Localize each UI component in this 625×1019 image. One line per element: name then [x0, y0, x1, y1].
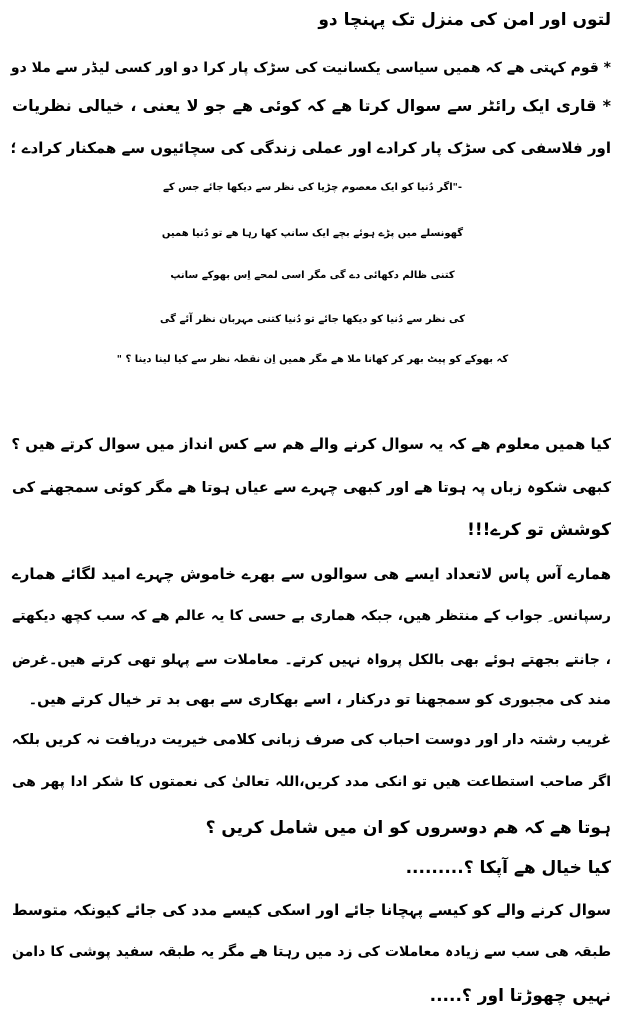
- quote-line: -"اگر دُنیا کو ایک معصوم چڑیا کی نظر سے دیکھا جائے جس کے: [162, 182, 463, 193]
- text-line: لتوں اور امن کی منزل تک پہنچا دو: [318, 10, 611, 30]
- text-line: سوال کرنے والے کو کیسے پہچانا جائے اور اسکی کیسے مدد کی جائے کیونکہ متوسط: [12, 901, 611, 919]
- text-line: ہوتا ھے کہ ھم دوسروں کو ان میں شامل کریں ؟: [205, 818, 611, 838]
- quote-line: گھونسلے میں پڑے ہوئے بچے ایک سانپ کھا رہا ھے تو دُنیا ھمیں: [161, 228, 464, 239]
- text-line: کیا ھمیں معلوم ھے کہ یہ سوال کرنے والے ھم سے کس انداز میں سوال کرتے ھیں ؟: [11, 435, 611, 453]
- quote-line: کتنی ظالم دکھائی دے گی مگر اسی لمحے اِس بھوکے سانپ: [170, 270, 455, 281]
- text-line: مند کی مجبوری کو سمجھنا تو درکنار ، اسے بھکاری سے بھی بد تر خیال کرتے ھیں۔: [28, 692, 611, 708]
- quote-line: کہ بھوکے کو پیٹ بھر کر کھانا ملا ھے مگر ھمیں اِن نقطہ نظر سے کیا لینا دینا ؟ ": [116, 354, 509, 365]
- text-line: * قوم کہتی ھے کہ ھمیں سیاسی یکسانیت کی سڑک پار کرا دو اور کسی لیڈر سے ملا دو: [10, 60, 611, 76]
- text-line: کیا خیال ھے آپکا ؟.........: [405, 858, 611, 878]
- quote-line: کی نظر سے دُنیا کو دیکھا جائے تو دُنیا کتنی مہربان نظر آئے گی: [160, 314, 465, 325]
- text-line: ، جانتے بجھتے ہوئے بھی بالکل پرواہ نہیں کرتے۔ معاملات سے پہلو تھی کرتے ھیں۔غرض: [12, 652, 611, 668]
- text-line: * قاری ایک رائٹر سے سوال کرتا ھے کہ کوئی ھے جو لا یعنی ، خیالی نظریات: [12, 96, 611, 115]
- text-line: طبقہ ھی سب سے زیادہ معاملات کی زد میں رہتا ھے مگر یہ طبقہ سفید پوشی کا دامن: [12, 944, 611, 960]
- text-line: اور فلاسفی کی سڑک پار کرادے اور عملی زندگی کی سچائیوں سے ھمکنار کرادے ؛: [10, 139, 611, 157]
- text-line: غریب رشتہ دار اور دوست احباب کی صرف زبانی کلامی خیریت دریافت نہ کریں بلکہ: [11, 732, 611, 748]
- text-line: ھمارے آس پاس لاتعداد ایسے ھی سوالوں سے بھرے خاموش چہرے امید لگائے ھمارے: [12, 565, 611, 583]
- text-line: کوشش تو کرے!!!: [467, 520, 611, 540]
- text-line: رسپانس ِ جواب کے منتظر ھیں، جبکہ ھماری بے حسی کا یہ عالم ھے کہ سب کچھ دیکھتے: [12, 608, 611, 624]
- text-line: اگر صاحب استطاعت ھیں تو انکی مدد کریں،اللہ تعالیٰ کی نعمتوں کا شکر ادا پھر ھی: [12, 774, 611, 790]
- text-line: نہیں چھوڑتا اور ؟.....: [429, 986, 611, 1006]
- text-line: کبھی شکوہ زباں پہ ہوتا ھے اور کبھی چہرے سے عیاں ہوتا ھے مگر کوئی سمجھنے کی: [12, 480, 611, 496]
